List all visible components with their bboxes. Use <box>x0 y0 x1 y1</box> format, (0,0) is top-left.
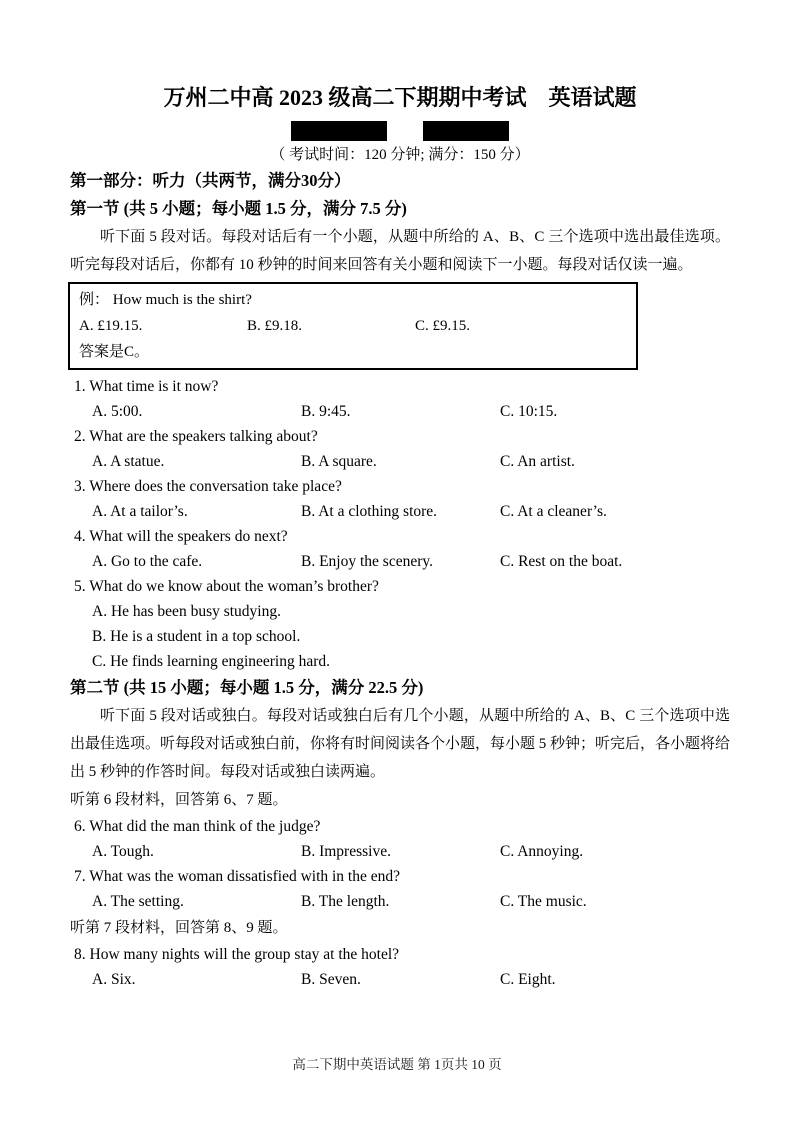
question-options <box>70 839 730 864</box>
question-options <box>70 399 730 424</box>
page-footer: 高二下期中英语试题 第 1页共 10 页 <box>292 1057 502 1072</box>
question-options <box>70 889 730 914</box>
option-a: A. He has been busy studying. <box>92 603 281 620</box>
section2-instructions: 听下面 5 段对话或独白。每段对话或独白后有几个小题，从题中所给的 A、B、C 三个选项中选出最佳选项。听每段对话或独白前，你将有时间阅读各个小题，每小题 5 秒钟；听完后，各小题将给出 5 秒钟的作答时间。每段对话或独白读两遍。 <box>70 708 731 780</box>
option-a: A. Tough. <box>92 843 154 860</box>
option-b: B. Seven. <box>301 971 361 988</box>
option-a: A. Go to the cafe. <box>92 553 203 570</box>
question-text: 6. What did the man think of the judge? <box>74 818 321 835</box>
exam-info: （ 考试时间：120 分钟; 满分：150 分） <box>270 147 530 163</box>
question-text: 7. What was the woman dissatisfied with in the end? <box>74 868 401 885</box>
question-text: 2. What are the speakers talking about? <box>74 428 318 445</box>
option-b: B. 9:45. <box>301 403 351 420</box>
option-c: C. At a cleaner’s. <box>500 503 607 520</box>
option-b: B. Enjoy the scenery. <box>301 553 433 570</box>
question <box>70 864 730 914</box>
option-c: C. Rest on the boat. <box>500 553 623 570</box>
question-text: 5. What do we know about the woman’s brother? <box>74 578 379 595</box>
material-note-1: 听第 6 段材料，回答第 6、7 题。 <box>70 792 288 808</box>
redacted-bar <box>291 121 387 141</box>
option-c: C. Annoying. <box>500 843 584 860</box>
option-b: B. A square. <box>301 453 377 470</box>
option-a: A. A statue. <box>92 453 165 470</box>
option-c: C. An artist. <box>500 453 575 470</box>
question-options <box>70 499 730 524</box>
option-a: A. At a tailor’s. <box>92 503 188 520</box>
question <box>70 424 730 474</box>
option-b: B. He is a student in a top school. <box>92 628 301 645</box>
option-c: C. Eight. <box>500 971 556 988</box>
example-option-b: B. £9.18. <box>247 318 303 334</box>
questions-1-5 <box>70 374 730 674</box>
question <box>70 574 730 674</box>
question <box>70 524 730 574</box>
questions-6-7 <box>70 814 730 914</box>
question <box>70 374 730 424</box>
example-options <box>79 313 628 339</box>
example-box <box>68 282 638 370</box>
option-c: C. The music. <box>500 893 587 910</box>
section1-instructions: 听下面 5 段对话。每段对话后有一个小题，从题中所给的 A、B、C 三个选项中选出最佳选项。听完每段对话后，你都有 10 秒钟的时间来回答有关小题和阅读下一小题。每段对话仅读一遍。 <box>70 229 730 273</box>
question-options <box>70 967 730 992</box>
question <box>70 814 730 864</box>
option-a: A. Six. <box>92 971 136 988</box>
section2-heading: 第二节 (共 15 小题；每小题 1.5 分，满分 22.5 分) <box>70 678 424 697</box>
option-c: C. He finds learning engineering hard. <box>92 653 331 670</box>
option-b: B. Impressive. <box>301 843 391 860</box>
example-option-c: C. £9.15. <box>415 318 471 334</box>
option-b: B. The length. <box>301 893 390 910</box>
question <box>70 942 730 992</box>
question-options <box>70 599 730 674</box>
page-title: 万州二中高 2023 级高二下期期中考试 英语试题 <box>163 85 637 110</box>
question-options <box>70 449 730 474</box>
question-text: 4. What will the speakers do next? <box>74 528 288 545</box>
question-text: 8. How many nights will the group stay at the hotel? <box>74 946 400 963</box>
option-b: B. At a clothing store. <box>301 503 438 520</box>
question <box>70 474 730 524</box>
example-option-a: A. £19.15. <box>79 318 143 334</box>
part1-heading: 第一部分：听力（共两节，满分30分） <box>70 171 351 190</box>
example-prompt: 例： How much is the shirt? <box>79 292 252 308</box>
question-options <box>70 549 730 574</box>
redaction-bars <box>70 121 730 141</box>
question-text: 3. Where does the conversation take place? <box>74 478 342 495</box>
option-c: C. 10:15. <box>500 403 558 420</box>
question-text: 1. What time is it now? <box>74 378 219 395</box>
option-a: A. 5:00. <box>92 403 143 420</box>
option-a: A. The setting. <box>92 893 184 910</box>
section1-heading: 第一节 (共 5 小题；每小题 1.5 分，满分 7.5 分) <box>70 199 407 218</box>
questions-8 <box>70 942 730 992</box>
redacted-bar <box>423 121 509 141</box>
material-note-2: 听第 7 段材料，回答第 8、9 题。 <box>70 920 288 936</box>
example-answer: 答案是C。 <box>79 344 150 360</box>
